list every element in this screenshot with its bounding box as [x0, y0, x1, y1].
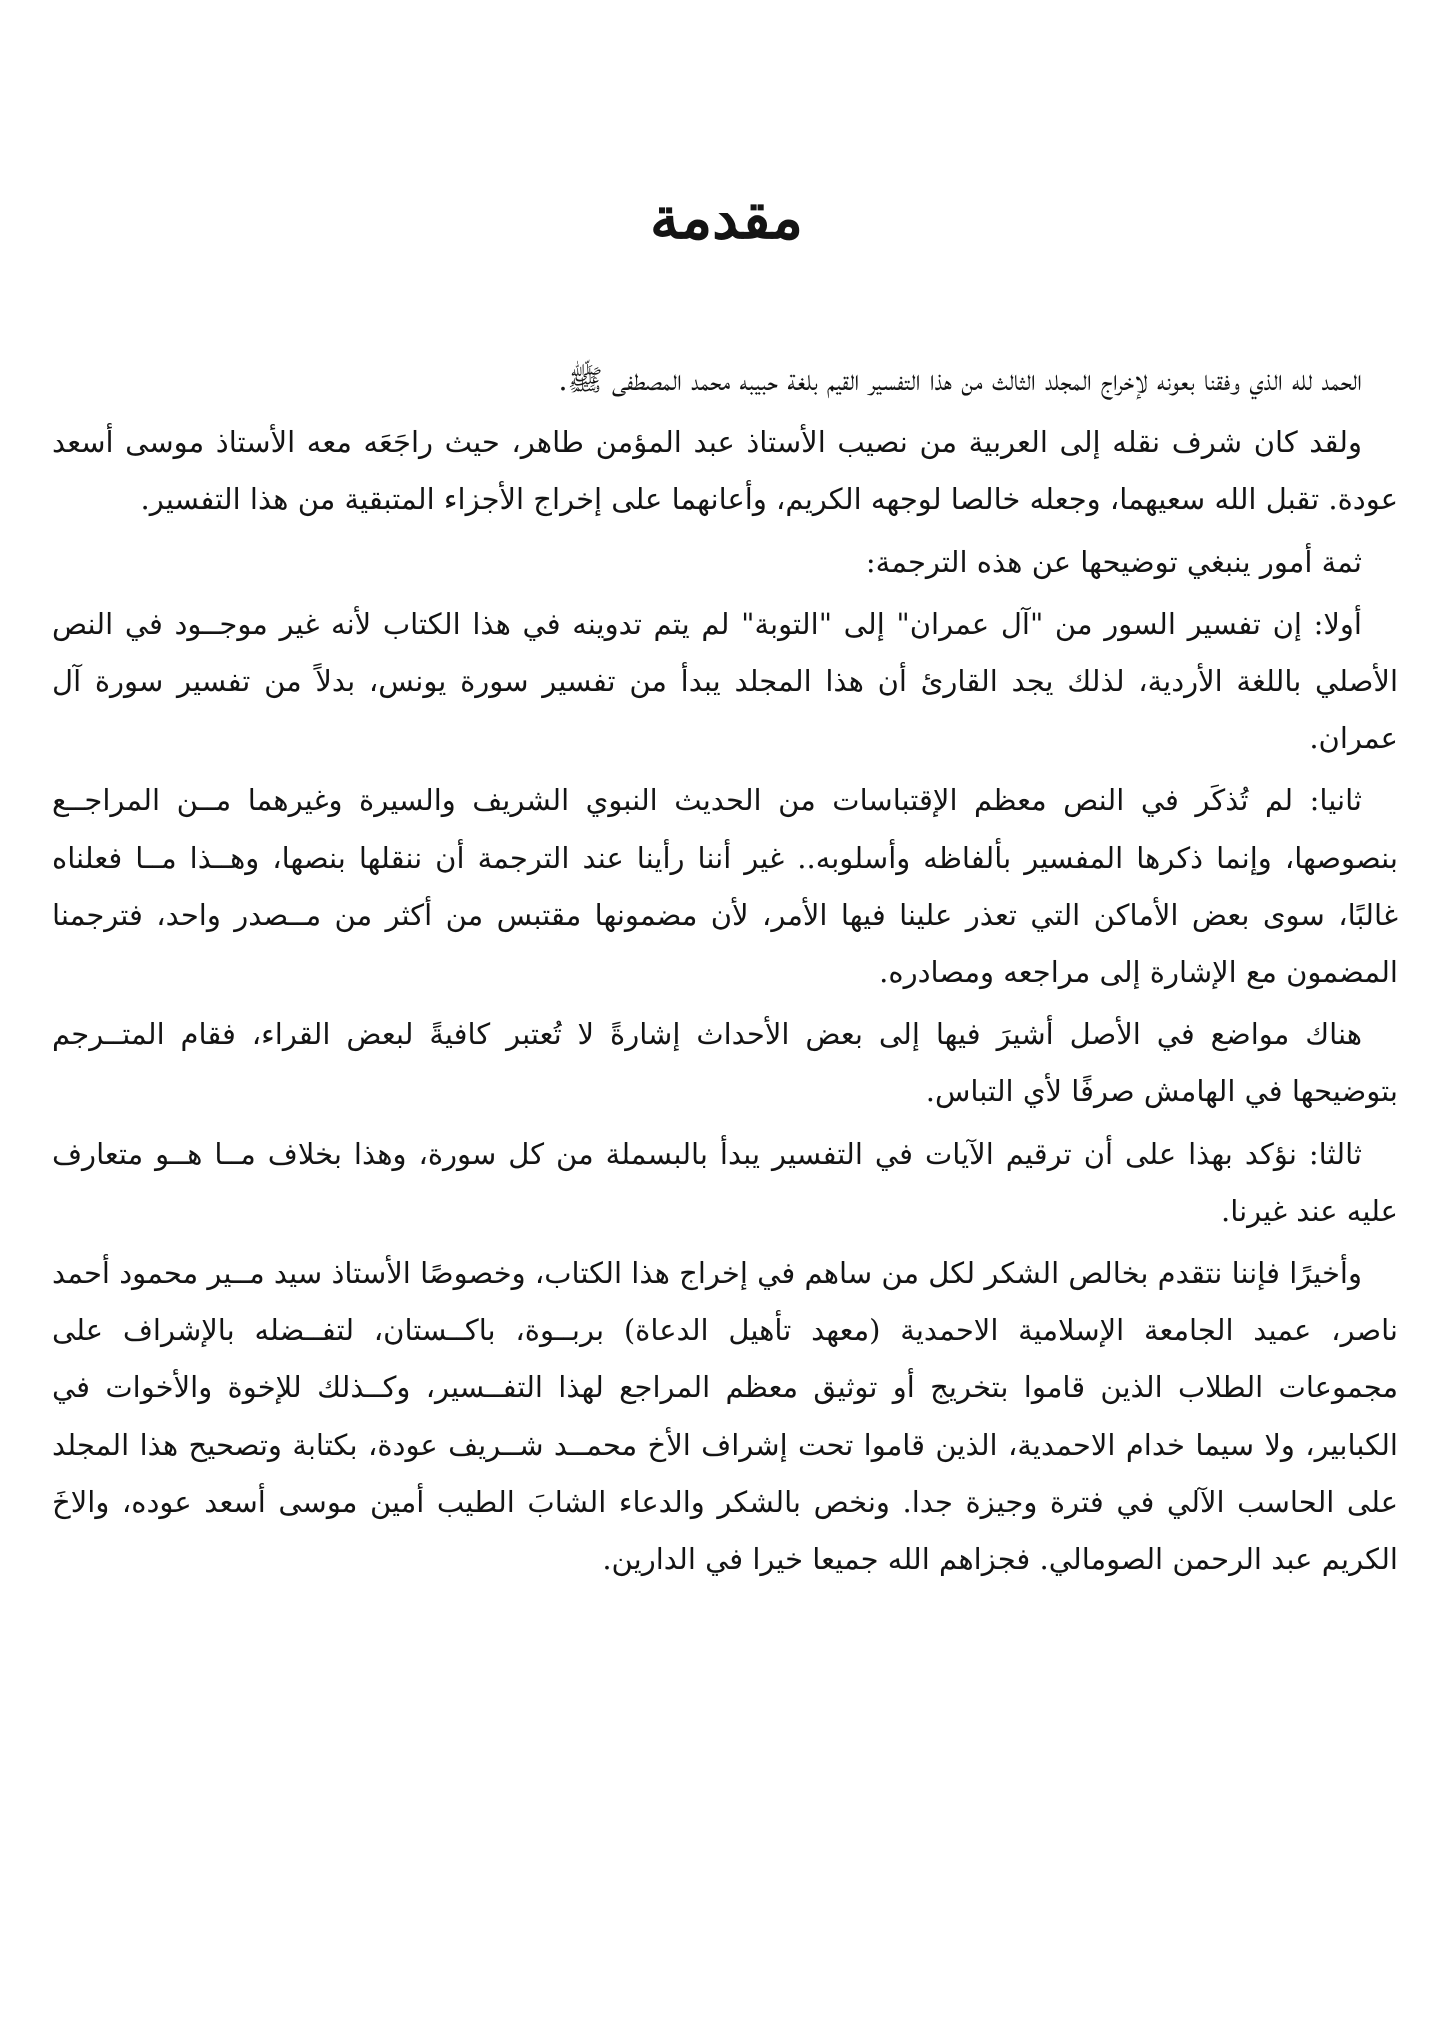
- paragraph-third-note: ثالثا: نؤكد بهذا على أن ترقيم الآيات في التفسير يبدأ بالبسملة من كل سورة، وهذا بخلاف مــا هــو متعارف عليه عند غيرنا.: [52, 1136, 1398, 1228]
- paragraph-acknowledgements: وأخيرًا فإننا نتقدم بخالص الشكر لكل من ساهم في إخراج هذا الكتاب، وخصوصًا الأستاذ سيد مــير محمود أحمد ناصر، عميد الجامعة الإسلامية الاحمدية (معهد تأهيل الدعاة) بربــوة، باكــستان، لتفــضله بالإشراف على مجموعات الطلاب الذين قاموا بتخريج أو توثيق معظم المراجع لهذا التفــسير، وكــذلك للإخوة والأخوات في الكبابير، ولا سيما خدام الاحمدية، الذين قاموا تحت إشراف الأخ محمــد شــريف عودة، بكتابة وتصحيح هذا المجلد على الحاسب الآلي في فترة وجيزة جدا. ونخص بالشكر والدعاء الشابَ الطيب أمين موسى أسعد عوده، والاخَ الكريم عبد الرحمن الصومالي. فجزاهم الله جميعا خيرا في الدارين.: [52, 1256, 1398, 1577]
- paragraph-footnotes: هناك مواضع في الأصل أشيرَ فيها إلى بعض الأحداث إشارةً لا تُعتبر كافيةً لبعض القراء، فقام المتــرجم بتوضيحها في الهامش صرفًا لأي التباس.: [52, 1017, 1398, 1109]
- paragraph-notes-intro: ثمة أمور ينبغي توضيحها عن هذه الترجمة:: [865, 544, 1362, 579]
- page-title: مقدمة: [649, 184, 803, 252]
- paragraph-first-note: أولا: إن تفسير السور من "آل عمران" إلى "التوبة" لم يتم تدوينه في هذا الكتاب لأنه غير موجــود في النص الأصلي باللغة الأردية، لذلك يجد القارئ أن هذا المجلد يبدأ من تفسير سورة يونس، بدلاً من تفسير سورة آل عمران.: [52, 606, 1398, 756]
- paragraph-translators: ولقد كان شرف نقله إلى العربية من نصيب الأستاذ عبد المؤمن طاهر، حيث راجَعَه معه الأستاذ موسى أسعد عودة. تقبل الله سعيهما، وجعله خالصا لوجهه الكريم، وأعانهما على إخراج الأجزاء المتبقية من هذا التفسير.: [52, 425, 1398, 517]
- paragraph-second-note: ثانيا: لم تُذكَر في النص معظم الإقتباسات من الحديث النبوي الشريف والسيرة وغيرهما مــن المراجــع بنصوصها، وإنما ذكرها المفسير بألفاظه وأسلوبه.. غير أننا رأينا عند الترجمة أن ننقلها بنصها، وهــذا مــا فعلناه غالبًا، سوى بعض الأماكن التي تعذر علينا فيها الأمر، لأن مضمونها مقتبس من أكثر من مــصدر واحد، فترجمنا المضمون مع الإشارة إلى مراجعه ومصادره.: [52, 783, 1398, 990]
- introduction-body: [52, 352, 1398, 1593]
- paragraph-praise: الحمد لله الذي وفقنا بعونه لإخراج المجلد الثالث من هذا التفسير القيم بلغة حبيبه محمد المصطفى ﷺ.: [558, 363, 1362, 397]
